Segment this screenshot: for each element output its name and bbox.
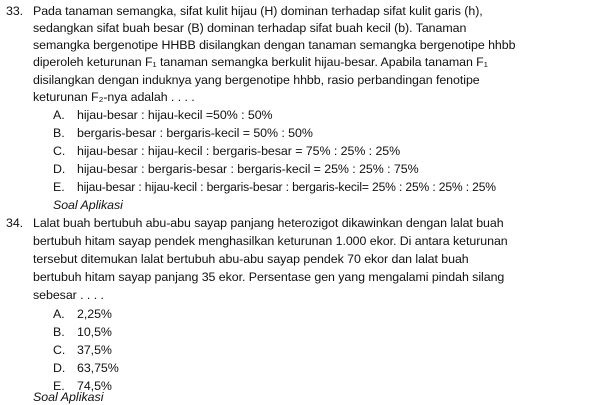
question-34-line-5: sebesar . . . . (33, 288, 104, 302)
q33-option-a-text: hijau-besar : hijau-kecil =50% : 50% (77, 108, 273, 122)
question-34-number: 34. (6, 216, 24, 230)
q33-option-b-letter: B. (53, 126, 65, 140)
q34-option-e-letter: E. (53, 379, 65, 393)
q34-option-a-letter: A. (53, 307, 65, 321)
question-34-line-1: Lalat buah bertubuh abu-abu sayap panjang heterozigot dikawinkan dengan lalat buah (33, 216, 504, 230)
question-33-line-1: Pada tanaman semangka, sifat kulit hijau (H) dominan terhadap sifat kulit garis (h), (33, 4, 483, 18)
q34-option-e-text: 74,5% (77, 379, 112, 393)
q33-option-c-letter: C. (53, 144, 66, 158)
q33-option-e-text: hijau-besar : hijau-kecil : bergaris-besar : bergaris-kecil= 25% : 25% : 25% : 25% (77, 180, 496, 194)
question-33-line-5: disilangkan dengan induknya yang bergenotipe hhbb, rasio perbandingan fenotipe (33, 73, 480, 87)
question-34-line-2: bertubuh hitam sayap pendek menghasilkan keturunan 1.000 ekor. Di antara keturunan (33, 234, 508, 248)
q34-option-c-text: 37,5% (77, 343, 112, 357)
q34-option-d-text: 63,75% (77, 361, 119, 375)
question-33-line-3: semangka bergenotipe HHBB disilangkan dengan tanaman semangka bergenotipe hhbb (33, 38, 516, 52)
q33-category-tag: Soal Aplikasi (53, 198, 123, 212)
q33-option-a-letter: A. (53, 108, 65, 122)
q34-option-b-text: 10,5% (77, 325, 112, 339)
question-33-line-4: diperoleh keturunan F₁ tanaman semangka berkulit hijau-besar. Apabila tanaman F₁ (33, 55, 488, 69)
next-category-tag-text: Soal Aplikasi (33, 390, 104, 404)
q34-option-a-text: 2,25% (77, 307, 112, 321)
q33-option-c-text: hijau-besar : hijau-kecil : bergaris-besar = 75% : 25% : 25% (77, 144, 401, 158)
question-33-line-2: sedangkan sifat buah besar (B) dominan terhadap sifat buah kecil (b). Tanaman (33, 21, 467, 35)
next-category-tag-partial (33, 390, 104, 405)
question-34-line-4: bertubuh hitam sayap panjang 35 ekor. Persentase gen yang mengalami pindah silang (33, 270, 505, 284)
q34-option-b-letter: B. (53, 325, 65, 339)
q33-option-b-text: bergaris-besar : bergaris-kecil = 50% : 50% (77, 126, 313, 140)
q33-option-d-text: hijau-besar : bergaris-besar : bergaris-kecil = 25% : 25% : 75% (77, 162, 419, 176)
q33-option-d-letter: D. (53, 162, 66, 176)
q34-option-d-letter: D. (53, 361, 66, 375)
q34-option-c-letter: C. (53, 343, 66, 357)
question-33-line-6: keturunan F₂-nya adalah . . . . (33, 90, 195, 104)
question-34-line-3: tersebut ditemukan lalat bertubuh abu-abu sayap pendek 70 ekor dan lalat buah (33, 252, 469, 266)
question-33-number: 33. (6, 4, 24, 18)
q33-option-e-letter: E. (53, 180, 65, 194)
